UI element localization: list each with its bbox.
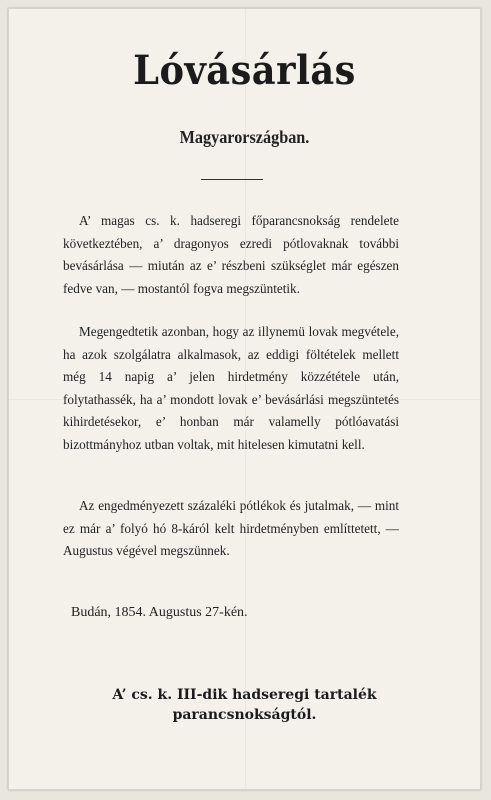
poster-subtitle: Magyarországban. [179, 127, 310, 147]
signature-line-1: A’ cs. k. III-dik hadseregi tartalék [112, 687, 377, 703]
signature-line-2: parancsnokságtól. [172, 707, 317, 723]
divider-rule [201, 179, 263, 180]
paragraph-1: A’ magas cs. k. hadseregi főparancsnokság rendelete következtében, a’ dragonyos ezredi pótlovaknak további bevásárlása — miután az e’ részbeni szükséglet már egészen fedve van, — mostantól fogva megszüntetik. [63, 213, 399, 296]
signature-block [9, 685, 480, 725]
poster-sheet [8, 8, 481, 790]
poster-title: Lóvásárlás [133, 47, 356, 94]
paragraph-2: Megengedtetik azonban, hogy az illynemü lovak megvétele, ha azok szolgálatra alkalmasok, az eddigi föltételek mellett még 14 napig a’ jelen hirdetmény közzététele után, folytathassék, ha a’ mondott lovak e’ bevásárlási megszüntetés kihirdetésekor, e’ honban már valamelly pótlóavatási bizottmányhoz utban voltak, mit hitelesen kimutatni kell. [63, 324, 399, 452]
issue-date-line: Budán, 1854. Augustus 27-kén. [71, 605, 248, 620]
paragraph-3: Az engedményezett százaléki pótlékok és jutalmak, — mint ez már a’ folyó hó 8-káról kelt hirdetményben említtetett, — Augustus végével megszünnek. [63, 498, 399, 559]
